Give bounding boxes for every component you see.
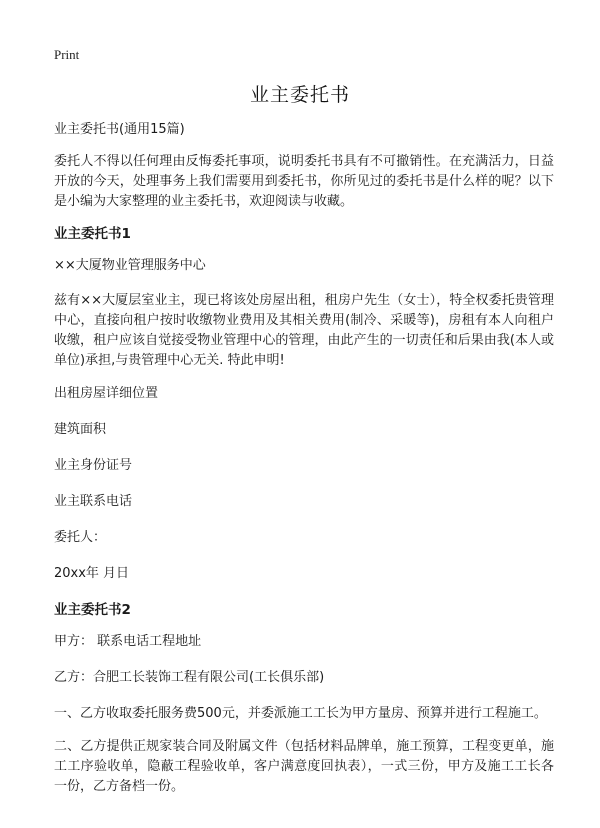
- field-area: 建筑面积: [54, 422, 107, 437]
- section1-body: 兹有××大厦层室业主，现已将该处房屋出租，租房户先生（女士），特全权委托贵管理中心，直接向租户按时收缴物业费用及其相关费用(制冷、采暖等)，房租有本人向租户收缴，租户应该自觉接受物业管理中心的管理，由此产生的一切责任和后果由我(本人或单位)承担,与贵管理中心无关. 特此申明!: [54, 293, 554, 368]
- document-title: 业主委托书: [249, 84, 350, 106]
- clause-2: 二、乙方提供正规家装合同及附属文件（包括材料品牌单，施工预算，工程变更单，施工工序验收单，隐蔽工程验收单，客户满意度回执表），一式三份，甲方及施工工长各一份，乙方备档一份。: [54, 739, 554, 794]
- field-date: 20xx年 月日: [54, 566, 130, 581]
- intro-paragraph: 委托人不得以任何理由反悔委托事项，说明委托书具有不可撤销性。在充满活力，日益开放的今天，处理事务上我们需要用到委托书，你所见过的委托书是什么样的呢？以下是小编为大家整理的业主委托书，欢迎阅读与收藏。: [54, 154, 554, 209]
- field-location: 出租房屋详细位置: [54, 386, 159, 401]
- section-heading-2: 业主委托书2: [54, 602, 131, 618]
- party-b-line: 乙方：合肥工长装饰工程有限公司(工长俱乐部): [54, 670, 325, 685]
- document-body: [54, 120, 554, 810]
- print-label[interactable]: Print: [54, 47, 80, 62]
- field-owner-phone: 业主联系电话: [54, 494, 133, 509]
- field-owner-id: 业主身份证号: [54, 458, 133, 473]
- clause-1: 一、乙方收取委托服务费500元，并委派施工工长为甲方量房、预算并进行工程施工。: [54, 706, 547, 721]
- addressee-line: ××大厦物业管理服务中心: [54, 258, 206, 273]
- party-a-line: 甲方： 联系电话工程地址: [54, 634, 202, 649]
- document-subtitle: 业主委托书(通用15篇): [54, 122, 185, 137]
- field-principal: 委托人：: [54, 530, 107, 545]
- section-heading-1: 业主委托书1: [54, 226, 131, 242]
